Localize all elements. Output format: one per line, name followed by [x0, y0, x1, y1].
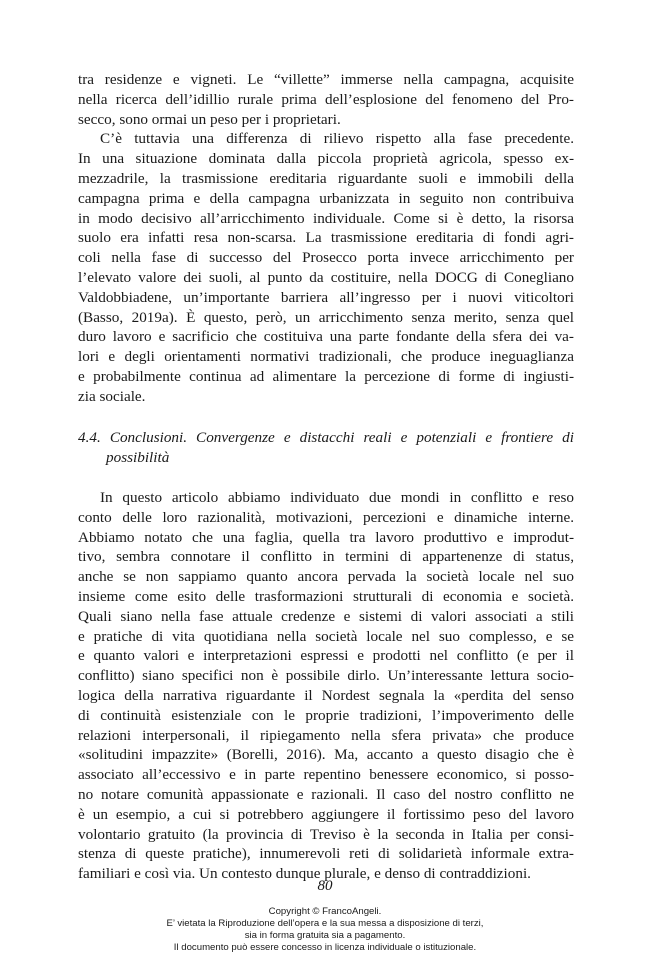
text-line: Valdobbiadene, un’importante barriera all’ingresso per i nuovi viticoltori — [78, 288, 574, 306]
body-text-top — [78, 70, 574, 407]
text-line: Quali siano nella fase attuale credenze e sistemi di valori associati a stili — [78, 607, 574, 625]
text-line: coli nella fase di successo del Prosecco porta invece arricchimento per — [78, 249, 574, 267]
text-line: campagna prima e della campagna urbanizzata in seguito non contribuiva — [78, 189, 574, 207]
text-line: insieme come esito delle trasformazioni strutturali di economia e società. — [78, 587, 574, 605]
text-line: relazioni interpersonali, il ripiegamento nella sfera privata» che produce — [78, 726, 574, 744]
text-line: lori e degli orientamenti normativi tradizionali, che produce ineguaglianza — [78, 348, 574, 366]
text-line: di continuità esistenziale con le proprie tradizioni, l’impoverimento delle — [78, 706, 574, 724]
text-line: duro lavoro e sacrificio che costituiva una parte fondante della sfera dei va- — [78, 328, 574, 346]
copyright-line: sia in forma gratuita sia a pagamento. — [244, 930, 406, 941]
copyright-line: E’ vietata la Riproduzione dell’opera e la sua messa a disposizione di terzi, — [166, 918, 484, 929]
text-line: e probabilmente continua ad alimentare la percezione di forme di ingiusti- — [78, 367, 574, 385]
text-line: no notare comunità appassionate e razionali. Il caso del nostro conflitto ne — [78, 785, 574, 803]
paragraph-continuation — [78, 70, 574, 129]
copyright-line: Copyright © FrancoAngeli. — [268, 906, 382, 917]
text-line: tra residenze e vigneti. Le “villette” immerse nella campagna, acquisite — [78, 71, 574, 88]
heading-line: 4.4. Conclusioni. Convergenze e distacchi reali e potenziali e frontiere di — [78, 429, 574, 446]
paragraph — [78, 129, 574, 406]
text-line: e quanto valori e interpretazioni espressi e prodotti nel conflitto (e per il — [78, 647, 574, 665]
heading-line: possibilità — [106, 448, 170, 466]
text-line: l’elevato valore dei suoli, al punto da costituire, nella DOCG di Conegliano — [78, 268, 574, 286]
section-heading — [78, 428, 574, 468]
text-line: In una situazione dominata dalla piccola proprietà agricola, spesso ex- — [78, 150, 574, 168]
paragraph — [78, 488, 574, 884]
text-line: zia sociale. — [78, 387, 146, 405]
text-line: C’è tuttavia una differenza di rilievo rispetto alla fase precedente. — [100, 130, 574, 148]
text-line: nella ricerca dell’idillio rurale prima dell’esplosione del fenomeno del Pro- — [78, 90, 574, 108]
body-text-bottom — [78, 488, 574, 884]
text-line: suolo era infatti resa non-scarsa. La trasmissione ereditaria di fondi agri- — [78, 229, 574, 247]
page-number: 80 — [317, 878, 333, 894]
copyright-notice — [0, 906, 650, 954]
text-line: e pratiche di vita quotidiana nella società locale nel suo complesso, e se — [78, 627, 574, 645]
text-line: In questo articolo abbiamo individuato due mondi in conflitto e reso — [100, 489, 574, 506]
text-line: è un esempio, a cui si potrebbero aggiungere il fortissimo peso del lavoro — [78, 805, 574, 823]
text-line: secco, sono ormai un peso per i proprietari. — [78, 110, 341, 128]
text-line: conflitto) siano specifici non è possibile dirlo. Un’interessante lettura socio- — [78, 667, 574, 685]
text-line: in modo decisivo all’arricchimento individuale. Come si è detto, la risorsa — [78, 209, 574, 227]
text-line: stenza di queste pratiche), innumerevoli reti di solidarietà informale extra- — [78, 845, 574, 863]
copyright-line: Il documento può essere concesso in licenza individuale o istituzionale. — [173, 942, 477, 953]
text-line: «solitudini impazzite» (Borelli, 2016). Ma, accanto a questo disagio che è — [78, 746, 574, 764]
text-line: (Basso, 2019a). È questo, però, un arricchimento senza merito, senza quel — [78, 308, 574, 326]
text-line: volontario gratuito (la provincia di Treviso è la seconda in Italia per consi- — [78, 825, 574, 843]
text-line: mezzadrile, la trasmissione ereditaria riguardante suoli e immobili della — [78, 169, 574, 187]
text-line: tivo, sembra connotare il conflitto in termini di appartenenze di status, — [78, 548, 574, 566]
text-line: associato all’eccessivo e in parte repentino benessere economico, si posso- — [78, 766, 574, 784]
text-line: familiari e così via. Un contesto dunque plurale, e denso di contraddizioni. — [78, 865, 531, 883]
text-line: conto delle loro razionalità, motivazioni, percezioni e dinamiche interne. — [78, 508, 574, 526]
text-line: Abbiamo notato che una faglia, quella tra lavoro produttivo e improdut- — [78, 528, 574, 546]
text-line: anche se non sappiamo quanto ancora pervada la società locale nel suo — [78, 568, 574, 586]
text-line: logica della narrativa riguardante il Nordest segnala la «perdita del senso — [78, 686, 574, 704]
